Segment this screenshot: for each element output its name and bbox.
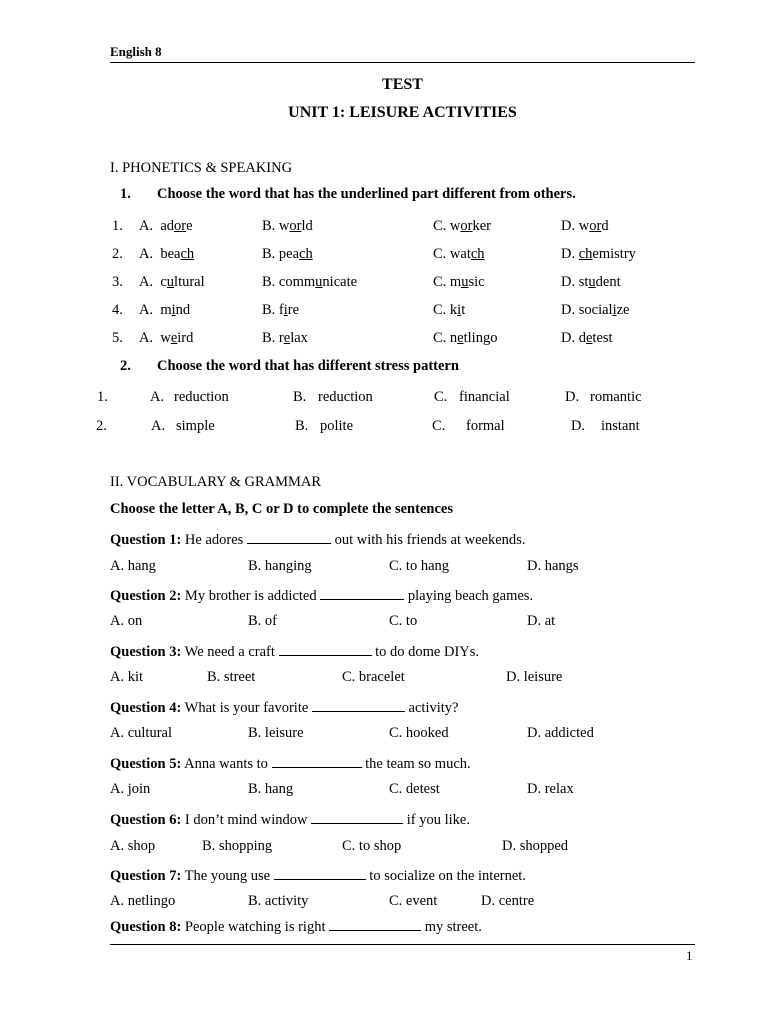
- answer-option: [139, 246, 194, 263]
- question-line: [110, 529, 525, 549]
- question-label: Question 5:: [110, 756, 182, 772]
- option-letter: C.: [432, 418, 446, 434]
- answer-choice: B. activity: [248, 893, 309, 909]
- answer-option: [262, 246, 313, 263]
- answer-option: [433, 218, 491, 235]
- unit-title: UNIT 1: LEISURE ACTIVITIES: [288, 104, 517, 121]
- question-line: [110, 753, 471, 773]
- header-rule: [110, 62, 695, 63]
- option-letter: A.: [150, 389, 165, 405]
- page-number: 1: [686, 948, 693, 963]
- option-letter: A.: [139, 302, 154, 318]
- word-part: ad: [160, 218, 175, 234]
- question-text: What is your favorite: [184, 700, 309, 716]
- option-letter: C.: [433, 218, 447, 234]
- underlined-part: u: [166, 274, 175, 290]
- answer-choice: A. kit: [110, 669, 144, 685]
- answer-choice: C. bracelet: [342, 669, 405, 685]
- option-word: formal: [466, 418, 505, 434]
- answer-choice: D. hangs: [527, 558, 579, 574]
- answer-choice: C. event: [389, 893, 438, 909]
- answer-choice: D. leisure: [506, 669, 563, 685]
- word-part: test: [592, 330, 613, 346]
- word-part: ld: [301, 218, 313, 234]
- underlined-part: u: [315, 274, 323, 290]
- answer-option: [433, 302, 465, 319]
- question-text: out with his friends at weekends.: [334, 532, 526, 548]
- question-label: Question 2:: [110, 588, 182, 604]
- option-letter: B.: [295, 418, 309, 434]
- word-part: nicate: [322, 274, 358, 290]
- task-2-number: 2.: [120, 358, 131, 374]
- word-part: d: [578, 330, 586, 346]
- answer-option: [561, 302, 629, 319]
- answer-choice: D. addicted: [527, 725, 594, 741]
- row-number: 2.: [96, 418, 107, 434]
- word-part: f: [278, 302, 284, 318]
- word-part: wat: [449, 246, 471, 262]
- underlined-part: or: [289, 218, 302, 234]
- answer-choice: D. shopped: [502, 838, 569, 854]
- word-part: e: [186, 218, 193, 234]
- answer-option: [433, 330, 497, 347]
- answer-choice: D. centre: [481, 893, 535, 909]
- answer-choice: A. shop: [110, 838, 156, 854]
- answer-choice: B. street: [207, 669, 256, 685]
- answer-option: [139, 302, 190, 319]
- underlined-part: u: [588, 274, 596, 290]
- question-text: to socialize on the internet.: [369, 868, 526, 884]
- task-2-instruction: Choose the word that has different stress pattern: [157, 358, 459, 374]
- answer-choice: C. hooked: [389, 725, 449, 741]
- option-word: reduction: [318, 389, 373, 405]
- option-letter: C.: [433, 274, 447, 290]
- task-1-number: 1.: [120, 186, 131, 202]
- answer-blank: [247, 529, 331, 544]
- answer-choice: C. to: [389, 613, 418, 629]
- word-part: r: [278, 330, 284, 346]
- word-part: sic: [468, 274, 485, 290]
- row-number: 2.: [112, 246, 123, 262]
- section-1-heading: I. PHONETICS & SPEAKING: [110, 160, 293, 176]
- word-part: n: [449, 330, 458, 346]
- answer-option: [139, 218, 193, 235]
- option-letter: A.: [139, 246, 154, 262]
- option-letter: D.: [561, 302, 576, 318]
- question-label: Question 4:: [110, 700, 182, 716]
- answer-option: [262, 218, 313, 235]
- word-part: t: [461, 302, 466, 318]
- underlined-part: i: [457, 302, 462, 318]
- question-line: [110, 641, 479, 661]
- option-letter: B.: [262, 218, 276, 234]
- option-word: instant: [601, 418, 640, 434]
- question-line: [110, 865, 526, 885]
- option-letter: D.: [561, 246, 576, 262]
- option-word: polite: [320, 418, 354, 434]
- answer-option: [561, 246, 636, 263]
- word-part: bea: [160, 246, 181, 262]
- answer-blank: [311, 809, 403, 824]
- word-part: w: [278, 218, 290, 234]
- word-part: st: [578, 274, 589, 290]
- underlined-part: ch: [470, 246, 485, 262]
- word-part: dent: [595, 274, 621, 290]
- underlined-part: e: [585, 330, 593, 346]
- word-part: nd: [175, 302, 191, 318]
- task-1-instruction: Choose the word that has the underlined part different from others.: [157, 186, 576, 202]
- option-letter: D.: [561, 218, 576, 234]
- option-letter: B.: [262, 302, 276, 318]
- answer-option: [139, 274, 205, 291]
- phonetics-row: [0, 302, 768, 322]
- word-part: tlingo: [463, 330, 498, 346]
- answer-option: [262, 302, 299, 319]
- question-text: My brother is addicted: [184, 588, 317, 604]
- answer-blank: [329, 916, 421, 931]
- underlined-part: or: [589, 218, 602, 234]
- section-2-instruction: Choose the letter A, B, C or D to complete the sentences: [110, 501, 453, 517]
- question-text: I don’t mind window: [184, 812, 308, 828]
- option-word: simple: [176, 418, 215, 434]
- answer-choice: C. to hang: [389, 558, 450, 574]
- row-number: 1.: [112, 218, 123, 234]
- option-word: reduction: [174, 389, 229, 405]
- option-letter: C.: [433, 246, 447, 262]
- option-letter: A.: [139, 218, 154, 234]
- question-label: Question 6:: [110, 812, 182, 828]
- question-label: Question 3:: [110, 644, 182, 660]
- word-part: w: [578, 218, 590, 234]
- answer-blank: [279, 641, 372, 656]
- question-line: [110, 585, 533, 605]
- answer-choice: D. relax: [527, 781, 574, 797]
- row-number: 4.: [112, 302, 123, 318]
- underlined-part: or: [174, 218, 187, 234]
- question-text: People watching is right: [184, 919, 326, 935]
- answer-blank: [274, 865, 366, 880]
- option-letter: A.: [151, 418, 166, 434]
- question-label: Question 1:: [110, 532, 182, 548]
- option-word: romantic: [590, 389, 642, 405]
- question-label: Question 7:: [110, 868, 182, 884]
- answer-choice: C. to shop: [342, 838, 402, 854]
- section-2-heading: II. VOCABULARY & GRAMMAR: [110, 474, 322, 490]
- word-part: ker: [472, 218, 492, 234]
- answer-option: [433, 274, 485, 291]
- underlined-part: e: [283, 330, 291, 346]
- option-letter: A.: [139, 274, 154, 290]
- option-letter: C.: [433, 330, 447, 346]
- underlined-part: u: [461, 274, 469, 290]
- word-part: social: [578, 302, 613, 318]
- answer-choice: A. netlingo: [110, 893, 176, 909]
- word-part: lax: [290, 330, 308, 346]
- word-part: ird: [177, 330, 194, 346]
- answer-choice: A. hang: [110, 558, 156, 574]
- underlined-part: e: [170, 330, 178, 346]
- word-part: pea: [278, 246, 300, 262]
- answer-option: [139, 330, 193, 347]
- answer-option: [262, 274, 357, 291]
- option-letter: C.: [434, 389, 448, 405]
- answer-choice: D. at: [527, 613, 556, 629]
- answer-choice: A. cultural: [110, 725, 173, 741]
- option-letter: D.: [565, 389, 580, 405]
- answer-choice: A. on: [110, 613, 143, 629]
- question-text: the team so much.: [365, 756, 471, 772]
- option-letter: B.: [262, 330, 276, 346]
- word-part: d: [601, 218, 609, 234]
- answer-blank: [320, 585, 404, 600]
- row-number: 5.: [112, 330, 123, 346]
- answer-blank: [312, 697, 405, 712]
- question-text: We need a craft: [184, 644, 275, 660]
- option-letter: B.: [262, 246, 276, 262]
- answer-blank: [272, 753, 362, 768]
- phonetics-row: [0, 218, 768, 238]
- question-text: if you like.: [406, 812, 470, 828]
- answer-choice: B. hang: [248, 781, 294, 797]
- word-part: w: [449, 218, 461, 234]
- option-letter: D.: [561, 274, 576, 290]
- answer-option: [561, 330, 613, 347]
- underlined-part: ch: [180, 246, 195, 262]
- course-header: English 8: [110, 44, 162, 59]
- footer-rule: [110, 944, 695, 945]
- question-label: Question 8:: [110, 919, 182, 935]
- phonetics-row: [0, 274, 768, 294]
- row-number: 3.: [112, 274, 123, 290]
- option-letter: A.: [139, 330, 154, 346]
- question-line: [110, 697, 458, 717]
- option-letter: D.: [561, 330, 576, 346]
- word-part: c: [160, 274, 167, 290]
- option-letter: D.: [571, 418, 586, 434]
- question-text: to do dome DIYs.: [375, 644, 480, 660]
- word-part: ze: [616, 302, 630, 318]
- word-part: w: [160, 330, 171, 346]
- underlined-part: ch: [299, 246, 313, 262]
- option-letter: B.: [293, 389, 307, 405]
- option-letter: B.: [262, 274, 276, 290]
- answer-option: [561, 218, 609, 235]
- phonetics-row: [0, 246, 768, 266]
- underlined-part: e: [457, 330, 464, 346]
- question-text: Anna wants to: [184, 756, 268, 772]
- option-word: financial: [459, 389, 510, 405]
- underlined-part: i: [612, 302, 617, 318]
- question-text: The young use: [184, 868, 271, 884]
- underlined-part: i: [283, 302, 288, 318]
- answer-option: [561, 274, 621, 291]
- answer-choice: B. of: [248, 613, 277, 629]
- question-text: He adores: [184, 532, 244, 548]
- word-part: m: [160, 302, 172, 318]
- test-title: TEST: [382, 76, 423, 93]
- word-part: comm: [278, 274, 316, 290]
- answer-choice: C. detest: [389, 781, 440, 797]
- answer-choice: B. hanging: [248, 558, 312, 574]
- question-line: [110, 809, 470, 829]
- word-part: ltural: [174, 274, 205, 290]
- word-part: emistry: [592, 246, 636, 262]
- option-letter: C.: [433, 302, 447, 318]
- question-line: [110, 916, 482, 936]
- word-part: m: [449, 274, 462, 290]
- stress-row: [0, 418, 768, 438]
- phonetics-row: [0, 330, 768, 350]
- row-number: 1.: [97, 389, 108, 405]
- answer-choice: B. leisure: [248, 725, 304, 741]
- question-text: activity?: [408, 700, 459, 716]
- underlined-part: or: [460, 218, 473, 234]
- answer-option: [262, 330, 308, 347]
- question-text: playing beach games.: [407, 588, 534, 604]
- word-part: k: [449, 302, 458, 318]
- stress-row: [0, 389, 768, 409]
- underlined-part: i: [171, 302, 176, 318]
- underlined-part: ch: [578, 246, 593, 262]
- word-part: re: [287, 302, 300, 318]
- question-text: my street.: [424, 919, 482, 935]
- answer-choice: B. shopping: [202, 838, 273, 854]
- answer-option: [433, 246, 485, 263]
- answer-choice: A. join: [110, 781, 151, 797]
